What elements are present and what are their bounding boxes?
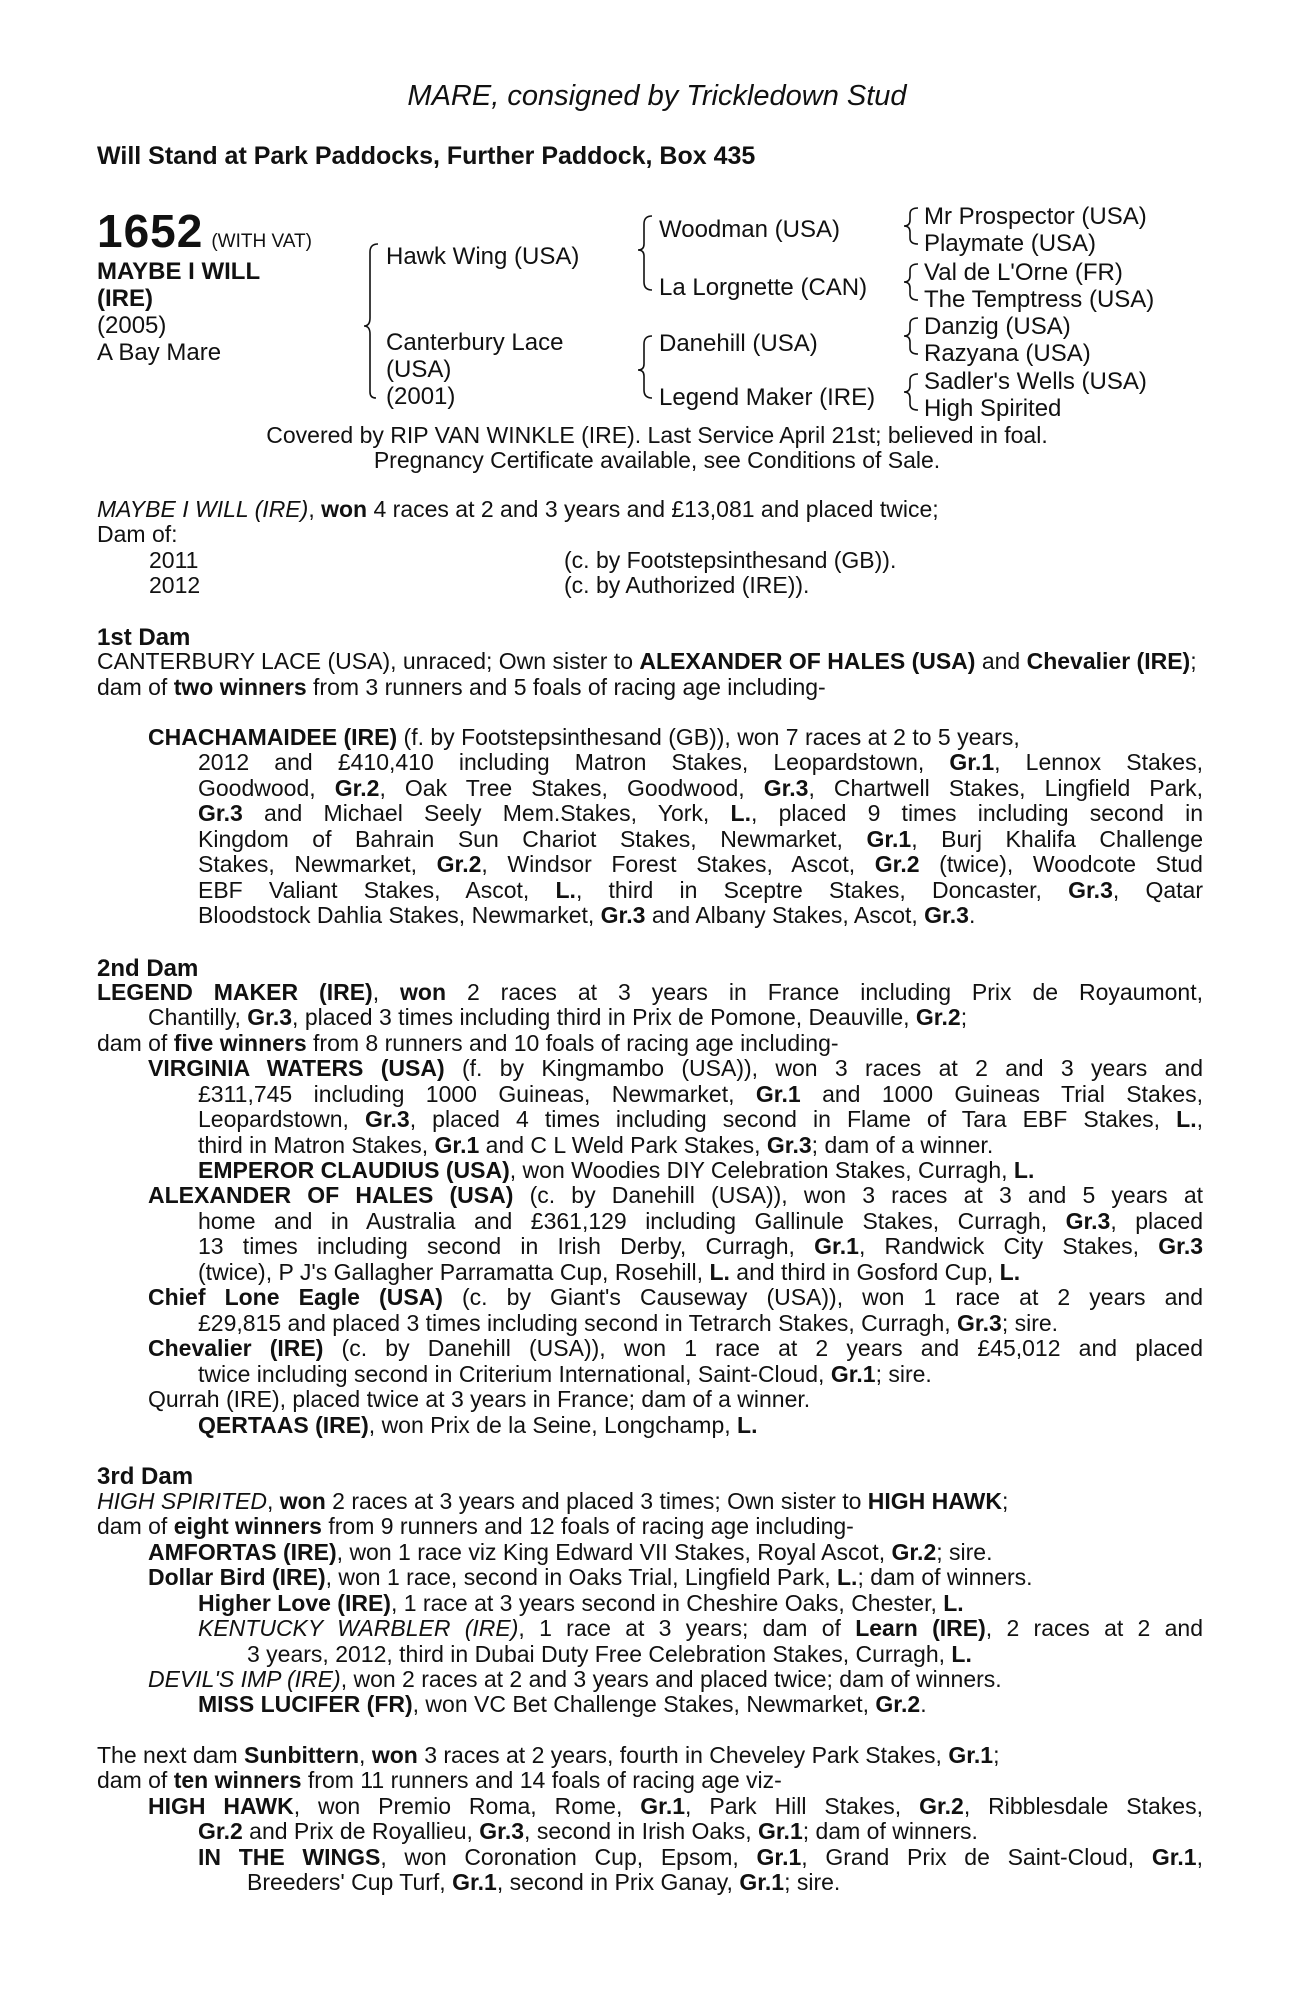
- ped-ss: Woodman (USA): [659, 216, 840, 243]
- first-dam-produce-1b: 2012 and £410,410 including Matron Stakes, Leopardstown, Gr.1, Lennox Stakes,: [198, 749, 1203, 775]
- ped-dam-1: Canterbury Lace: [386, 329, 564, 356]
- second-dam-produce-5b: QERTAAS (IRE), won Prix de la Seine, Longchamp, L.: [198, 1412, 758, 1438]
- ped-ssd: Playmate (USA): [924, 230, 1097, 257]
- horse-name-2: (IRE): [97, 285, 153, 312]
- brace-g3: [904, 318, 918, 354]
- first-dam-produce-1e: Kingdom of Bahrain Sun Chariot Stakes, Newmarket, Gr.1, Burj Khalifa Challenge: [198, 826, 1203, 852]
- second-dam-produce-2: ALEXANDER OF HALES (USA) (c. by Danehill (USA)), won 3 races at 3 and 5 years at: [148, 1182, 1204, 1208]
- third-dam-heading: 3rd Dam: [97, 1463, 194, 1490]
- third-dam-produce-2b: Higher Love (IRE), 1 race at 3 years second in Cheshire Oaks, Chester, L.: [198, 1590, 964, 1616]
- third-dam-produce-2d: 3 years, 2012, third in Dubai Duty Free Celebration Stakes, Curragh, L.: [247, 1641, 972, 1667]
- first-dam-heading: 1st Dam: [97, 624, 191, 651]
- ped-sds: Val de L'Orne (FR): [924, 259, 1123, 286]
- next-dam-produce-1b: Gr.2 and Prix de Royallieu, Gr.3, second in Irish Oaks, Gr.1; dam of winners.: [198, 1818, 978, 1844]
- covered-line-2: Pregnancy Certificate available, see Conditions of Sale.: [373, 447, 941, 473]
- brace-g1: [904, 208, 918, 244]
- first-dam-produce-1g: EBF Valiant Stakes, Ascot, L., third in Sceptre Stakes, Doncaster, Gr.3, Qatar: [198, 877, 1203, 903]
- ped-dds: Sadler's Wells (USA): [924, 368, 1147, 395]
- produce-year-2: 2012: [149, 572, 201, 598]
- second-dam-produce-2b: home and in Australia and £361,129 including Gallinule Stakes, Curragh, Gr.3, placed: [198, 1208, 1204, 1234]
- second-dam-produce-2c: 13 times including second in Irish Derby, Curragh, Gr.1, Randwick City Stakes, Gr.3: [198, 1233, 1204, 1259]
- brace-dam: [638, 336, 652, 398]
- first-dam-produce-1: CHACHAMAIDEE (IRE) (f. by Footstepsinthesand (GB)), won 7 races at 2 to 5 years,: [148, 724, 1020, 750]
- second-dam-text-3: dam of five winners from 8 runners and 10 foals of racing age including-: [97, 1030, 839, 1056]
- second-dam-produce-5: Qurrah (IRE), placed twice at 3 years in France; dam of a winner.: [148, 1386, 811, 1412]
- second-dam-produce-2d: (twice), P J's Gallagher Parramatta Cup, Rosehill, L. and third in Gosford Cup, L.: [198, 1259, 1021, 1285]
- next-dam-produce-1d: Breeders' Cup Turf, Gr.1, second in Prix Ganay, Gr.1; sire.: [247, 1869, 841, 1895]
- covered-line-1: Covered by RIP VAN WINKLE (IRE). Last Service April 21st; believed in foal.: [266, 422, 1048, 448]
- produce-year-1: 2011: [149, 547, 199, 573]
- ped-sd: La Lorgnette (CAN): [659, 274, 868, 301]
- ped-ddd: High Spirited: [924, 395, 1062, 422]
- ped-dd: Legend Maker (IRE): [659, 384, 876, 411]
- record-line: MAYBE I WILL (IRE), won 4 races at 2 and 3 years and £13,081 and placed twice;: [97, 496, 939, 522]
- second-dam-produce-3: Chief Lone Eagle (USA) (c. by Giant's Causeway (USA)), won 1 race at 2 years and: [148, 1284, 1203, 1310]
- record-won: won: [321, 496, 368, 522]
- next-dam-produce-1: HIGH HAWK, won Premio Roma, Rome, Gr.1, Park Hill Stakes, Gr.2, Ribblesdale Stakes,: [148, 1793, 1203, 1819]
- second-dam-produce-1e: EMPEROR CLAUDIUS (USA), won Woodies DIY Celebration Stakes, Curragh, L.: [198, 1157, 1035, 1183]
- vat-label: (WITH VAT): [211, 231, 312, 252]
- second-dam-produce-3b: £29,815 and placed 3 times including second in Tetrarch Stakes, Curragh, Gr.3; sire.: [198, 1310, 1059, 1336]
- ped-dam-3: (2001): [386, 383, 456, 410]
- second-dam-produce-1: VIRGINIA WATERS (USA) (f. by Kingmambo (USA)), won 3 races at 2 and 3 years and: [148, 1055, 1203, 1081]
- third-dam-produce-3b: MISS LUCIFER (FR), won VC Bet Challenge Stakes, Newmarket, Gr.2.: [198, 1691, 927, 1717]
- ped-sire: Hawk Wing (USA): [386, 243, 580, 270]
- record-name: MAYBE I WILL (IRE): [97, 496, 309, 522]
- lot-number-value: 1652: [97, 205, 204, 257]
- produce-desc-2: (c. by Authorized (IRE)).: [564, 572, 810, 598]
- first-dam-produce-1h: Bloodstock Dahlia Stakes, Newmarket, Gr.3 and Albany Stakes, Ascot, Gr.3.: [198, 902, 976, 928]
- brace-sire: [638, 216, 652, 290]
- third-dam-text-1: HIGH SPIRITED, won 2 races at 3 years and placed 3 times; Own sister to HIGH HAWK;: [97, 1488, 1009, 1514]
- third-dam-produce-1: AMFORTAS (IRE), won 1 race viz King Edward VII Stakes, Royal Ascot, Gr.2; sire.: [148, 1539, 993, 1565]
- stand-info: Will Stand at Park Paddocks, Further Paddock, Box 435: [97, 142, 756, 170]
- brace-g2: [904, 264, 918, 300]
- ped-ds: Danehill (USA): [659, 330, 818, 357]
- ped-dsd: Razyana (USA): [924, 340, 1091, 367]
- ped-sss: Mr Prospector (USA): [924, 203, 1147, 230]
- brace-main: [364, 244, 378, 398]
- horse-name-1: MAYBE I WILL: [97, 258, 261, 285]
- second-dam-produce-1b: £311,745 including 1000 Guineas, Newmarket, Gr.1 and 1000 Guineas Trial Stakes,: [198, 1081, 1203, 1107]
- first-dam-produce-1c: Goodwood, Gr.2, Oak Tree Stakes, Goodwood, Gr.3, Chartwell Stakes, Lingfield Park,: [198, 775, 1203, 801]
- second-dam-produce-1d: third in Matron Stakes, Gr.1 and C L Weld Park Stakes, Gr.3; dam of a winner.: [198, 1132, 994, 1158]
- first-dam-produce-1d: Gr.3 and Michael Seely Mem.Stakes, York, L., placed 9 times including second in: [198, 800, 1203, 826]
- second-dam-produce-4b: twice including second in Criterium International, Saint-Cloud, Gr.1; sire.: [198, 1361, 932, 1387]
- second-dam-produce-4: Chevalier (IRE) (c. by Danehill (USA)), won 1 race at 2 years and £45,012 and placed: [148, 1335, 1203, 1361]
- record-rest: 4 races at 2 and 3 years and £13,081 and placed twice;: [367, 496, 939, 522]
- second-dam-text-1: LEGEND MAKER (IRE), won 2 races at 3 years in France including Prix de Royaumont,: [97, 979, 1203, 1005]
- dam-of-label: Dam of:: [97, 521, 178, 547]
- next-dam-produce-1c: IN THE WINGS, won Coronation Cup, Epsom, Gr.1, Grand Prix de Saint-Cloud, Gr.1,: [198, 1844, 1203, 1870]
- first-dam-text: CANTERBURY LACE (USA), unraced; Own sister to ALEXANDER OF HALES (USA) and Chevalier (IRE); dam of two winners from 3 runners and 5 foals of racing age including-: [97, 648, 1197, 700]
- second-dam-text-2: Chantilly, Gr.3, placed 3 times including third in Prix de Pomone, Deauville, Gr.2;: [148, 1004, 968, 1030]
- second-dam-heading: 2nd Dam: [97, 955, 199, 982]
- second-dam-produce-1c: Leopardstown, Gr.3, placed 4 times including second in Flame of Tara EBF Stakes, L.,: [198, 1106, 1203, 1132]
- third-dam-produce-2c: KENTUCKY WARBLER (IRE), 1 race at 3 years; dam of Learn (IRE), 2 races at 2 and: [198, 1615, 1204, 1641]
- horse-year: (2005): [97, 312, 167, 339]
- next-dam-text-2: dam of ten winners from 11 runners and 14 foals of racing age viz-: [97, 1767, 782, 1793]
- third-dam-text-2: dam of eight winners from 9 runners and 12 foals of racing age including-: [97, 1513, 854, 1539]
- brace-g4: [904, 374, 918, 410]
- first-dam-produce-1f: Stakes, Newmarket, Gr.2, Windsor Forest Stakes, Ascot, Gr.2 (twice), Woodcote Stud: [198, 851, 1203, 877]
- next-dam-text-1: The next dam Sunbittern, won 3 races at 2 years, fourth in Cheveley Park Stakes, Gr.1;: [97, 1742, 1000, 1768]
- produce-desc-1: (c. by Footstepsinthesand (GB)).: [564, 547, 897, 573]
- third-dam-produce-2: Dollar Bird (IRE), won 1 race, second in Oaks Trial, Lingfield Park, L.; dam of winners.: [148, 1564, 1033, 1590]
- ped-dam-2: (USA): [386, 356, 452, 383]
- horse-desc: A Bay Mare: [97, 339, 222, 366]
- third-dam-produce-3: DEVIL'S IMP (IRE), won 2 races at 2 and 3 years and placed twice; dam of winners.: [148, 1666, 1002, 1692]
- page-title: MARE, consigned by Trickledown Stud: [407, 80, 907, 112]
- ped-sdd: The Temptress (USA): [924, 286, 1155, 313]
- ped-dss: Danzig (USA): [924, 313, 1071, 340]
